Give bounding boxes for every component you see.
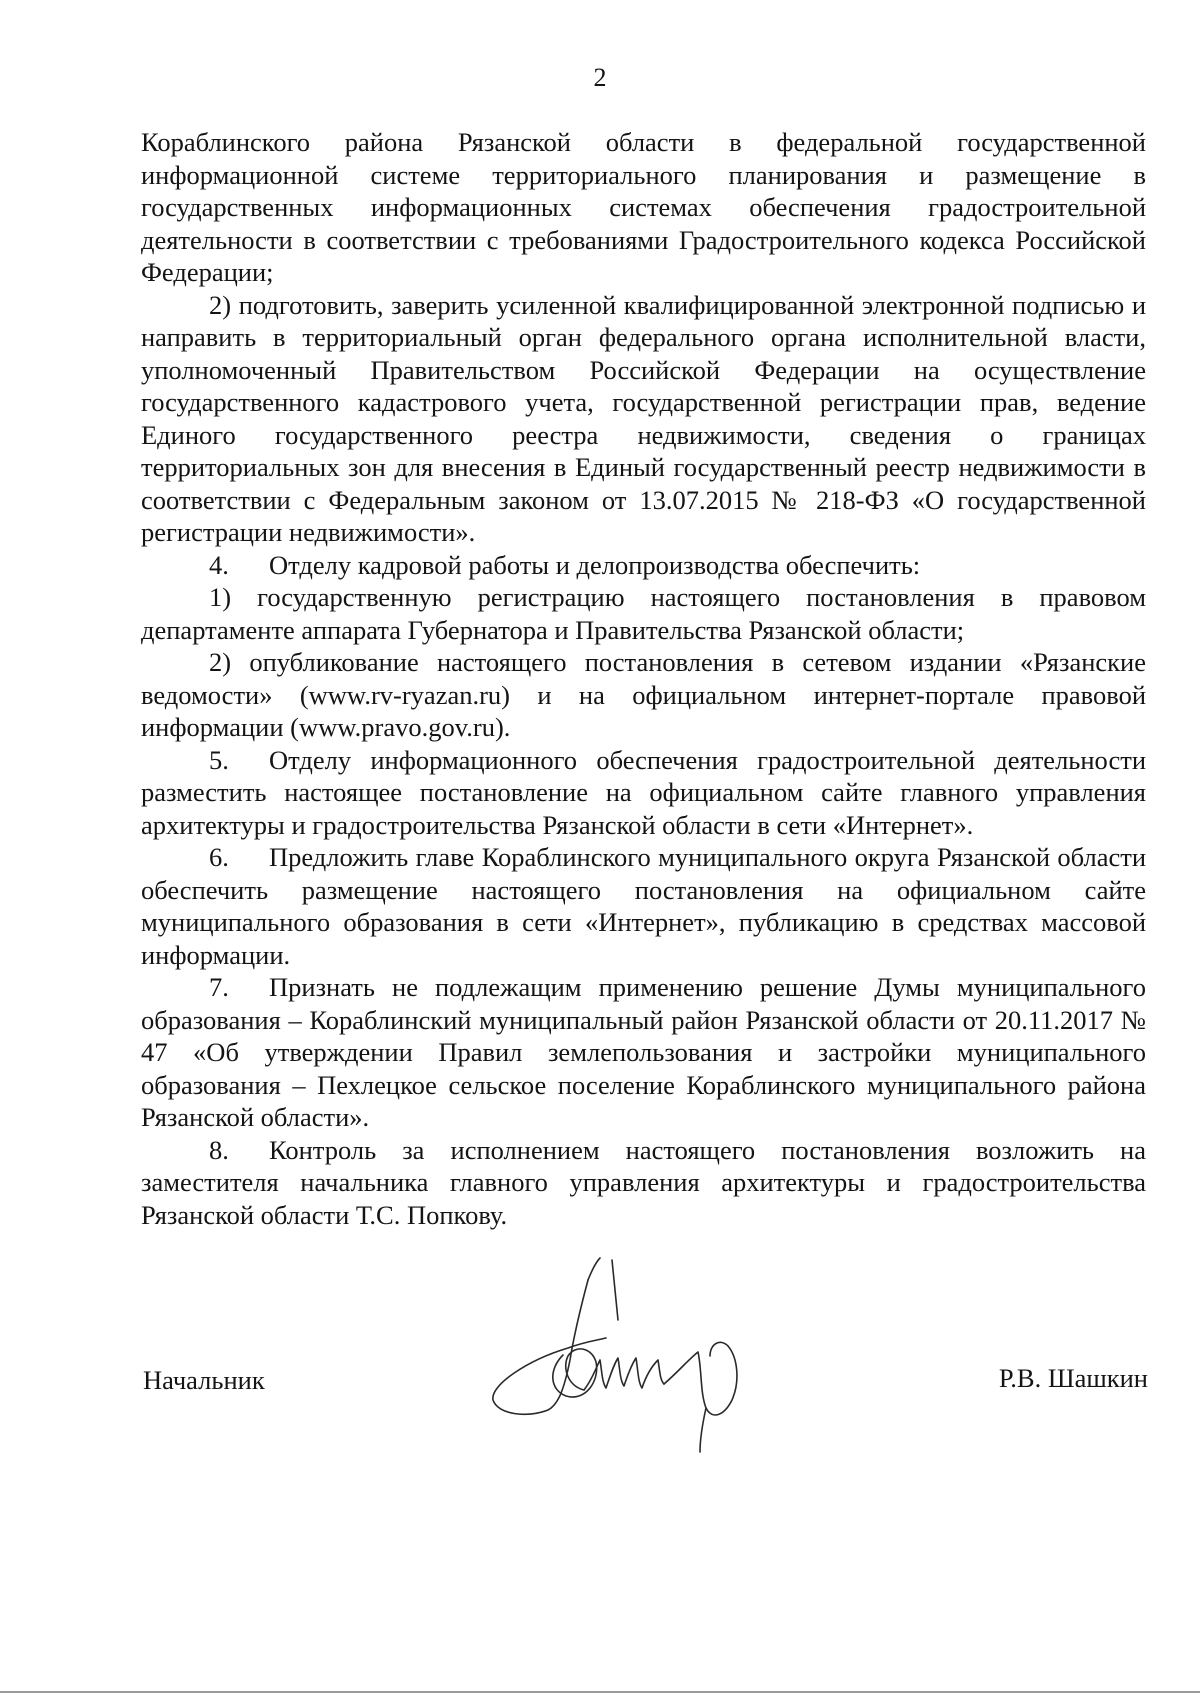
paragraph-continuation: Кораблинского района Рязанской области в федеральной государственной информационной системе территориального планирования и размещение в государственных информационных системах обеспечения градостроительной деятельности в соответствии с требованиями Градостроительного кодекса Российской Федерации; — [141, 127, 1146, 287]
item-text: Контроль за исполнением настоящего постановления возложить на заместителя начальника главного управления архитектуры и градостроительства Рязанской области Т.С. Попкову. — [141, 1134, 1146, 1230]
page-number: 2 — [593, 63, 607, 92]
signatory-name: Р.В. Шашкин — [998, 1363, 1148, 1393]
paragraph-item-4 — [141, 549, 1146, 582]
paragraph-subitem-2b: 2) опубликование настоящего постановления в сетевом издании «Рязанские ведомости» (www.rv-ryazan.ru) и на официальном интернет-портале правовой информации (www.pravo.gov.ru). — [141, 647, 1146, 742]
paragraph-subitem-2: 2) подготовить, заверить усиленной квалифицированной электронной подписью и направить в территориальный орган федерального органа исполнительной власти, уполномоченный Правительством Российской Федерации на осуществление государственного кадастрового учета, государственной регистрации прав, ведение Единого государственного реестра недвижимости, сведения о границах территориальных зон для внесения в Единый государственный реестр недвижимости в соответствии с Федеральным законом от 13.07.2015 № 218-ФЗ «О государственной регистрации недвижимости». — [141, 289, 1146, 547]
item-text: Предложить главе Кораблинского муниципального округа Рязанской области обеспечить размещение настоящего постановления на официальном сайте муниципального образования в сети «Интернет», публикацию в средствах массовой информации. — [141, 842, 1146, 970]
item-text: Отделу кадровой работы и делопроизводства обеспечить: — [269, 549, 921, 580]
item-text: Отделу информационного обеспечения градостроительной деятельности разместить настоящее постановление на официальном сайте главного управления архитектуры и градостроительства Рязанской области в сети «Интернет». — [141, 744, 1146, 840]
page-bottom-rule — [0, 1691, 1200, 1693]
document-body — [141, 126, 1146, 1231]
item-number: 5. — [209, 744, 229, 775]
paragraph-item-5 — [141, 744, 1146, 842]
item-number: 8. — [209, 1134, 229, 1165]
paragraph-item-7 — [141, 971, 1146, 1134]
handwritten-signature — [488, 1240, 788, 1480]
paragraph-item-8 — [141, 1134, 1146, 1232]
paragraph-item-6 — [141, 841, 1146, 971]
item-text: Признать не подлежащим применению решение Думы муниципального образования – Кораблинский муниципальный район Рязанской области от 20.11.2017 № 47 «Об утверждении Правил землепользования и застройки муниципального образования – Пехлецкое сельское поселение Кораблинского муниципального района Рязанской области». — [141, 972, 1146, 1132]
signatory-title: Начальник — [143, 1365, 265, 1395]
item-number: 4. — [209, 549, 229, 580]
item-number: 7. — [209, 972, 229, 1002]
paragraph-subitem-1: 1) государственную регистрацию настоящего постановления в правовом департаменте аппарата Губернатора и Правительства Рязанской области; — [141, 582, 1146, 645]
item-number: 6. — [209, 842, 229, 872]
